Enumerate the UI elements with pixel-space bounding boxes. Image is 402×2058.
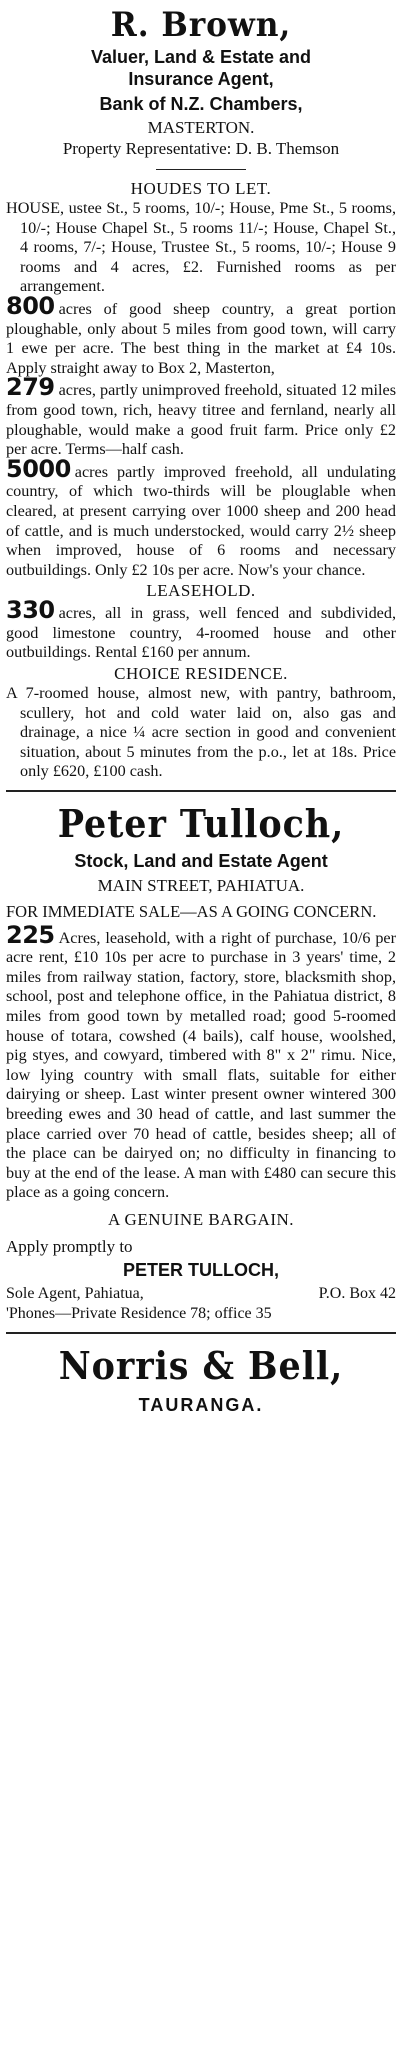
norris-firm-name: Norris & Bell, [58,1342,344,1388]
bargain-heading: A GENUINE BARGAIN. [107,1209,295,1229]
lot-330-number: 330 [6,596,55,625]
divider [156,169,246,170]
sale-heading: FOR IMMEDIATE SALE—AS A GOING CONCERN. [6,902,377,922]
brown-title-line3: Bank of N.Z. Chambers, [99,94,303,114]
brown-advertisement [6,4,396,782]
po-box: P.O. Box 42 [318,1284,396,1302]
choice-heading: CHOICE RESIDENCE. [114,664,288,684]
tulloch-street: MAIN STREET, PAHIATUA. [97,876,305,896]
lot-330-text: acres, all in grass, well fenced and subdivided, good limestone country, 4-roomed house and other outbuildings. Rental £160 per annum. [6,604,396,662]
lot-330 [6,596,396,663]
agent-row [6,1284,396,1304]
brown-title-line1: Valuer, Land & Estate and [90,47,312,67]
norris-advertisement [6,1342,396,1416]
phones-line: 'Phones—Private Residence 78; office 35 [6,1304,272,1322]
lot-279 [6,373,396,459]
lot-800 [6,291,396,378]
brown-representative: Property Representative: D. B. Themson [62,139,340,158]
lot-225 [6,920,396,1203]
houses-heading: HOUDES TO LET. [130,179,272,198]
houses-text: HOUSE, ustee St., 5 rooms, 10/-; House, Pme St., 5 rooms, 10/-; House Chapel St., 5 rooms 11/-; House, Chapel St., 4 rooms, 7/-; House, Trustee St., 5 rooms, 10/-; House 9 rooms and 4 acres, £2. Furnished rooms as per arrangement. [6,199,396,296]
section-divider [6,1332,396,1334]
lot-5000-text: acres partly improved freehold, all undulating country, of which two-thirds will be plouglable when cleared, at present carrying over 1000 sheep and 200 head of cattle, and is much understocked, would carry 2½ sheep when improved, house of 6 rooms and necessary outbuildings. Only £2 10s per acre. Now's your chance. [6,462,396,579]
tulloch-advertisement [6,800,396,1324]
sole-agent: Sole Agent, Pahiatua, [6,1284,144,1302]
lot-279-number: 279 [6,373,55,402]
brown-firm-name: R. Brown, [110,5,292,45]
brown-title-line2: Insurance Agent, [128,69,274,89]
brown-town: MASTERTON. [147,118,255,137]
tulloch-title: Stock, Land and Estate Agent [74,851,328,872]
lot-5000 [6,454,396,581]
lot-225-number: 225 [6,920,55,949]
choice-text: A 7-roomed house, almost new, with pantry, bathroom, scullery, hot and cold water laid on, also gas and drainage, a nice ¼ acre section in good and convenient situation, about 5 minutes from the p.o., let at 18s. Price only £620, £100 cash. [6,684,396,781]
apply-name: PETER TULLOCH, [123,1259,279,1280]
lot-800-text: acres of good sheep country, a great portion ploughable, only about 5 miles from good town, will carry 1 ewe per acre. The best thing in the market at £4 10s. Apply straight away to Box 2, Masterton, [6,299,396,377]
norris-town: TAURANGA. [138,1394,264,1415]
section-divider [6,790,396,792]
lot-5000-number: 5000 [6,454,71,483]
lot-800-number: 800 [6,291,55,320]
lot-225-text: Acres, leasehold, with a right of purchase, 10/6 per acre rent, £10 10s per acre to purchase in 3 years' time, 2 miles from railway station, factory, store, blacksmith shop, school, post and telephone office, in the Pahiatua district, 8 miles from good town by metalled road; good 5-roomed house of totara, cowshed (4 bails), calf house, woolshed, pig styes, and cowyard, timbered with 8" x 2" rimu. Nice, low lying country with small flats, suitable for either dairying or sheep. Last winter present owner wintered 300 breeding ewes and 30 head of cattle, and last summer the place carried over 70 head of cattle, besides sheep; all of the place can be dairyed on; no difficulty in financing to buy at the end of the lease. A man with £480 can secure this place as a going concern. [6,928,396,1202]
apply-line: Apply promptly to [6,1236,133,1256]
tulloch-firm-name: Peter Tulloch, [57,801,345,847]
lot-279-text: acres, partly unimproved freehold, situated 12 miles from good town, rich, heavy titree and fernland, nearly all ploughable, would make a good fruit farm. Price only £2 per acre. Terms—half cash. [6,381,396,459]
leasehold-heading: LEASEHOLD. [146,581,256,601]
